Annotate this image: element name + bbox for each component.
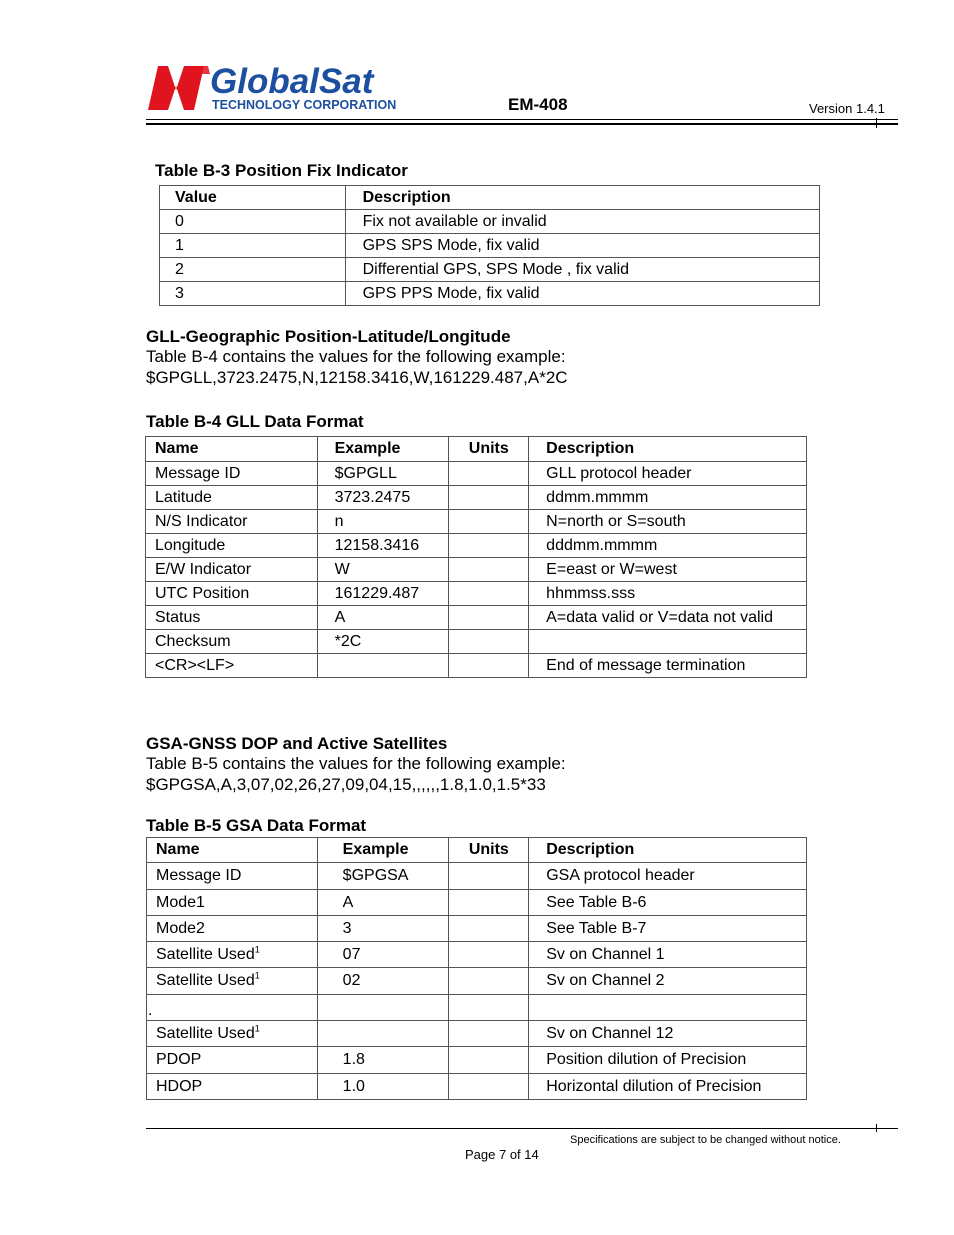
table-row xyxy=(146,582,807,606)
logo-tagline-text: TECHNOLOGY CORPORATION xyxy=(212,98,396,112)
column-header: Name xyxy=(146,437,318,462)
table-cell: Mode1 xyxy=(147,890,318,916)
table-cell: 1.8 xyxy=(317,1047,449,1074)
table-cell xyxy=(449,510,529,534)
column-header: Description xyxy=(529,437,807,462)
column-header: Units xyxy=(449,437,529,462)
table-cell xyxy=(449,534,529,558)
table-row xyxy=(160,258,820,282)
table-cell: 1.0 xyxy=(317,1074,449,1100)
footnote-mark: 1 xyxy=(254,970,260,981)
table-cell xyxy=(317,1021,449,1047)
doc-title: EM-408 xyxy=(508,95,568,114)
table-cell: PDOP xyxy=(147,1047,318,1074)
table-cell: ddmm.mmmm xyxy=(529,486,807,510)
gsa-intro-text: Table B-5 contains the values for the following example: xyxy=(146,754,566,773)
table-cell: 3723.2475 xyxy=(317,486,449,510)
globalsat-logo xyxy=(146,60,396,116)
table-b5 xyxy=(146,837,807,1100)
table-b3-caption: Table B-3 Position Fix Indicator xyxy=(155,161,408,180)
footer-rule-tick xyxy=(876,1124,877,1132)
column-header: Value xyxy=(160,186,346,210)
table-cell xyxy=(449,863,529,890)
column-header: Description xyxy=(529,838,807,863)
table-cell: W xyxy=(317,558,449,582)
header-rule xyxy=(146,119,898,120)
table-cell: E=east or W=west xyxy=(529,558,807,582)
table-row xyxy=(147,1074,807,1100)
table-cell: Longitude xyxy=(146,534,318,558)
table-cell xyxy=(449,1021,529,1047)
table-cell xyxy=(449,995,529,1021)
table-cell xyxy=(449,890,529,916)
table-cell: Sv on Channel 12 xyxy=(529,1021,807,1047)
table-row xyxy=(147,916,807,942)
table-row xyxy=(147,1021,807,1047)
gll-intro-text: Table B-4 contains the values for the following example: xyxy=(146,347,566,366)
table-cell: 07 xyxy=(317,942,449,968)
table-cell: Checksum xyxy=(146,630,318,654)
table-row xyxy=(160,210,820,234)
column-header: Name xyxy=(147,838,318,863)
gsa-section-title: GSA-GNSS DOP and Active Satellites xyxy=(146,734,448,753)
gll-example-sentence: $GPGLL,3723.2475,N,12158.3416,W,161229.487,A*2C xyxy=(146,368,568,387)
table-cell: Position dilution of Precision xyxy=(529,1047,807,1074)
table-header-row xyxy=(147,838,807,863)
name-text: Satellite Used xyxy=(156,1024,255,1042)
version-label: Version 1.4.1 xyxy=(809,101,885,116)
table-cell xyxy=(449,462,529,486)
table-row xyxy=(146,534,807,558)
specifications-note: Specifications are subject to be changed without notice. xyxy=(570,1134,841,1146)
table-cell: Mode2 xyxy=(147,916,318,942)
table-row xyxy=(147,995,807,1021)
table-row xyxy=(160,234,820,258)
gll-section-title: GLL-Geographic Position-Latitude/Longitude xyxy=(146,327,511,346)
table-cell: End of message termination xyxy=(529,654,807,678)
table-cell xyxy=(449,942,529,968)
table-cell: N/S Indicator xyxy=(146,510,318,534)
table-cell: Message ID xyxy=(146,462,318,486)
table-cell: hhmmss.sss xyxy=(529,582,807,606)
table-cell xyxy=(449,486,529,510)
table-cell: Horizontal dilution of Precision xyxy=(529,1074,807,1100)
table-row xyxy=(147,890,807,916)
table-cell: See Table B-6 xyxy=(529,890,807,916)
table-row xyxy=(147,968,807,995)
table-cell: Sv on Channel 2 xyxy=(529,968,807,995)
table-cell xyxy=(449,558,529,582)
footnote-mark: 1 xyxy=(254,1023,260,1034)
table-cell: 2 xyxy=(160,258,346,282)
table-cell: 02 xyxy=(317,968,449,995)
table-cell: 12158.3416 xyxy=(317,534,449,558)
table-row xyxy=(146,654,807,678)
table-cell: dddmm.mmmm xyxy=(529,534,807,558)
table-header-row xyxy=(146,437,807,462)
table-cell: *2C xyxy=(317,630,449,654)
column-header: Example xyxy=(317,437,449,462)
table-b3 xyxy=(159,185,820,306)
table-cell: See Table B-7 xyxy=(529,916,807,942)
table-b4 xyxy=(145,436,807,678)
table-cell: 3 xyxy=(160,282,346,306)
table-cell xyxy=(449,916,529,942)
table-cell xyxy=(317,654,449,678)
table-cell: 1 xyxy=(160,234,346,258)
table-header-row xyxy=(160,186,820,210)
table-cell xyxy=(147,1021,318,1047)
table-cell xyxy=(449,968,529,995)
footnote-mark: 1 xyxy=(254,944,260,955)
table-cell: 0 xyxy=(160,210,346,234)
table-cell: Fix not available or invalid xyxy=(345,210,819,234)
table-row xyxy=(146,462,807,486)
table-b5-caption: Table B-5 GSA Data Format xyxy=(146,816,367,835)
table-row xyxy=(147,1047,807,1074)
table-cell xyxy=(449,606,529,630)
table-cell: Latitude xyxy=(146,486,318,510)
table-cell: . xyxy=(147,995,318,1021)
table-cell: Message ID xyxy=(147,863,318,890)
column-header: Example xyxy=(317,838,449,863)
table-cell: E/W Indicator xyxy=(146,558,318,582)
table-cell: Sv on Channel 1 xyxy=(529,942,807,968)
table-cell: 3 xyxy=(317,916,449,942)
header-rule-thick xyxy=(146,123,898,125)
page-number: Page 7 of 14 xyxy=(465,1147,539,1162)
footer-rule xyxy=(146,1128,898,1129)
name-text: Satellite Used xyxy=(156,972,255,989)
table-row xyxy=(160,282,820,306)
table-cell: A xyxy=(317,606,449,630)
table-cell: GSA protocol header xyxy=(529,863,807,890)
table-cell: UTC Position xyxy=(146,582,318,606)
table-cell: GLL protocol header xyxy=(529,462,807,486)
name-text: Satellite Used xyxy=(156,945,255,963)
column-header: Units xyxy=(449,838,529,863)
table-cell xyxy=(529,995,807,1021)
table-row xyxy=(146,606,807,630)
table-row xyxy=(146,510,807,534)
logo-brand-text: GlobalSat xyxy=(210,62,374,101)
table-cell xyxy=(449,1074,529,1100)
table-cell: GPS SPS Mode, fix valid xyxy=(345,234,819,258)
table-cell xyxy=(147,968,318,995)
table-cell: A xyxy=(317,890,449,916)
table-row xyxy=(147,863,807,890)
table-cell: Status xyxy=(146,606,318,630)
table-row xyxy=(146,630,807,654)
gsa-example-sentence: $GPGSA,A,3,07,02,26,27,09,04,15,,,,,,1.8,1.0,1.5*33 xyxy=(146,775,546,794)
table-cell xyxy=(449,1047,529,1074)
table-cell: HDOP xyxy=(147,1074,318,1100)
header-rule-tick xyxy=(876,118,877,128)
table-cell xyxy=(449,630,529,654)
table-cell xyxy=(147,942,318,968)
table-cell: n xyxy=(317,510,449,534)
table-cell: 161229.487 xyxy=(317,582,449,606)
table-cell xyxy=(449,654,529,678)
table-cell: N=north or S=south xyxy=(529,510,807,534)
table-row xyxy=(146,558,807,582)
column-header: Description xyxy=(345,186,819,210)
table-b4-caption: Table B-4 GLL Data Format xyxy=(146,412,364,431)
table-cell: $GPGSA xyxy=(317,863,449,890)
table-cell: A=data valid or V=data not valid xyxy=(529,606,807,630)
table-cell xyxy=(449,582,529,606)
table-cell: $GPGLL xyxy=(317,462,449,486)
table-row xyxy=(146,486,807,510)
table-cell xyxy=(529,630,807,654)
table-row xyxy=(147,942,807,968)
table-cell xyxy=(317,995,449,1021)
table-cell: GPS PPS Mode, fix valid xyxy=(345,282,819,306)
table-cell: <CR><LF> xyxy=(146,654,318,678)
table-cell: Differential GPS, SPS Mode , fix valid xyxy=(345,258,819,282)
